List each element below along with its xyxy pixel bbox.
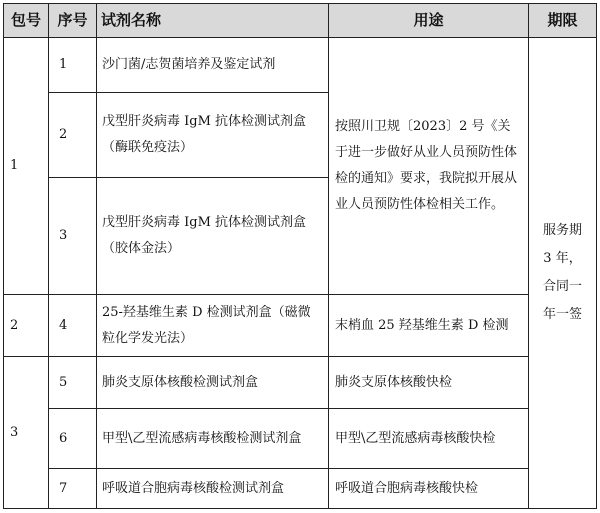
package-no-cell: 3 <box>4 357 49 509</box>
reagent-name-cell: 肺炎支原体核酸检测试剂盒 <box>97 357 329 409</box>
package-no-cell: 2 <box>4 295 49 357</box>
serial-no-cell: 5 <box>49 357 97 409</box>
serial-no-cell: 1 <box>49 38 97 93</box>
header-serial-no: 序号 <box>49 4 97 38</box>
usage-cell: 按照川卫规〔2023〕2 号《关于进一步做好从业人员预防性体检的通知》要求，我院拟开展从业人员预防性体检相关工作。 <box>329 38 529 295</box>
serial-no-cell: 6 <box>49 409 97 469</box>
reagent-name-cell: 呼吸道合胞病毒核酸检测试剂盒 <box>97 469 329 509</box>
table-row <box>4 469 597 509</box>
table-row <box>4 38 597 93</box>
package-no-cell: 1 <box>4 38 49 295</box>
term-cell: 服务期 3 年，合同一年一签 <box>529 38 597 509</box>
usage-cell: 甲型\乙型流感病毒核酸快检 <box>329 409 529 469</box>
header-row <box>4 4 597 38</box>
reagent-name-cell: 戊型肝炎病毒 IgM 抗体检测试剂盒（酶联免疫法） <box>97 93 329 178</box>
table-row <box>4 409 597 469</box>
header-usage: 用途 <box>329 4 529 38</box>
serial-no-cell: 3 <box>49 178 97 295</box>
reagent-name-cell: 沙门菌/志贺菌培养及鉴定试剂 <box>97 38 329 93</box>
header-reagent-name: 试剂名称 <box>97 4 329 38</box>
reagent-name-cell: 25-羟基维生素 D 检测试剂盒（磁微粒化学发光法） <box>97 295 329 357</box>
usage-cell: 呼吸道合胞病毒核酸快检 <box>329 469 529 509</box>
usage-cell: 末梢血 25 羟基维生素 D 检测 <box>329 295 529 357</box>
reagent-name-cell: 戊型肝炎病毒 IgM 抗体检测试剂盒（胶体金法） <box>97 178 329 295</box>
serial-no-cell: 2 <box>49 93 97 178</box>
usage-cell: 肺炎支原体核酸快检 <box>329 357 529 409</box>
header-package-no: 包号 <box>4 4 49 38</box>
table-row <box>4 295 597 357</box>
serial-no-cell: 4 <box>49 295 97 357</box>
reagent-table <box>3 3 597 509</box>
serial-no-cell: 7 <box>49 469 97 509</box>
header-term: 期限 <box>529 4 597 38</box>
table-row <box>4 357 597 409</box>
reagent-name-cell: 甲型\乙型流感病毒核酸检测试剂盒 <box>97 409 329 469</box>
